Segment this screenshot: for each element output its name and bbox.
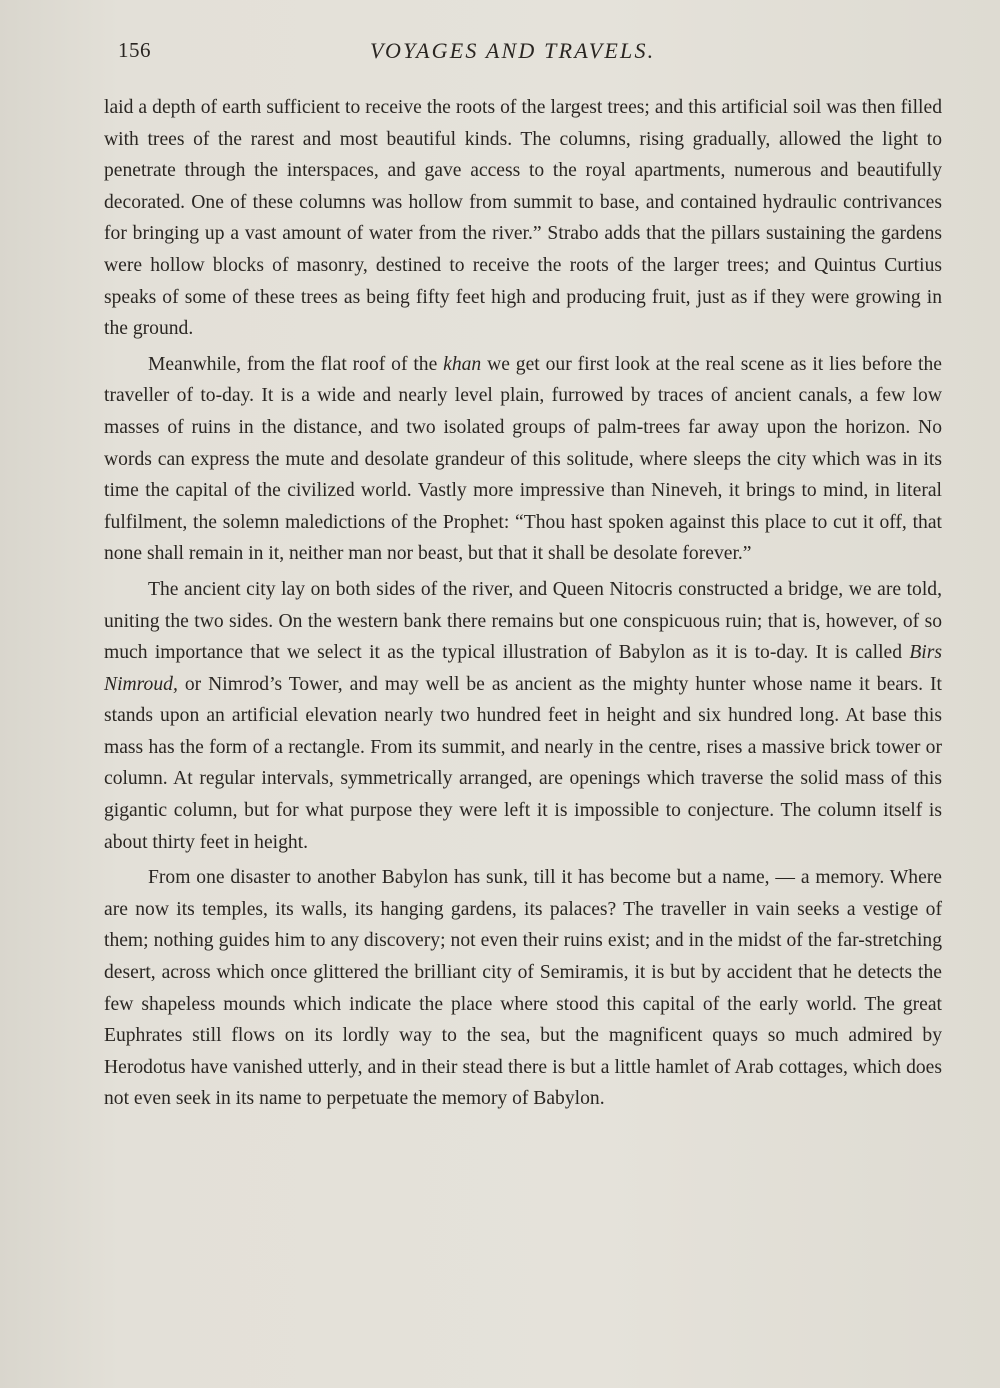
paragraph-text: we get our first look at the real scene as it lies before the traveller of to-day. It is a wide and nearly level plain, furrowed by traces of ancient canals, a few low masses of ruins in the distance, and two isolated groups of palm-trees far away upon the horizon. No words can express the mute and desolate grandeur of this solitude, where sleeps the city which was in its time the capital of the civilized world. Vastly more impressive than Nineveh, it brings to mind, in literal fulfilment, the solemn maledictions of the Prophet: “Thou hast spoken against this place to cut it off, that none shall remain in it, neither man nor beast, but that it shall be desolate forever.” xyxy=(104,353,942,565)
paragraph-birs-nimroud xyxy=(104,574,942,858)
paragraph-text: or Nimrod’s Tower, and may well be as ancient as the mighty hunter whose name it bears. It stands upon an artificial elevation nearly two hundred feet in height and six hundred long. At base this mass has the form of a rectangle. From its summit, and nearly in the centre, rises a massive brick tower or column. At regular intervals, symmetrically arranged, are openings which traverse the solid mass of this gigantic column, but for what purpose they were left it is impossible to conjecture. The column itself is about thirty feet in height. xyxy=(104,673,942,853)
page-header xyxy=(118,38,938,70)
paragraph-babylon-sunk: From one disaster to another Babylon has sunk, till it has become but a name, — a memory. Where are now its temples, its walls, its hanging gardens, its palaces? The traveller in vain seeks a vestige of them; nothing guides him to any discovery; not even their ruins exist; and in the midst of the far-stretching desert, across which once glittered the brilliant city of Semiramis, it is but by accident that he detects the few shapeless mounds which indicate the place where stood this capital of the early world. The great Euphrates still flows on its lordly way to the sea, but the magnificent quays so much admired by Herodotus have vanished utterly, and in their stead there is but a little hamlet of Arab cottages, which does not even seek in its name to perpetuate the memory of Babylon. xyxy=(104,867,942,1110)
paragraph-text: Meanwhile, from the flat roof of the xyxy=(148,353,444,375)
italic-term-khan: khan xyxy=(443,353,482,375)
paragraph-text: The ancient city lay on both sides of the river, and Queen Nitocris constructed a bridge, we are told, uniting the two sides. On the western bank there remains but one conspicuous ruin; that is, however, of so much importance that we select it as the typical illustration of Babylon as it is to-day. It is called xyxy=(104,578,942,664)
body-text xyxy=(104,92,942,1115)
paragraph-continued: laid a depth of earth sufficient to receive the roots of the largest trees; and this artificial soil was then filled with trees of the rarest and most beautiful kinds. The columns, rising gradually, allowed the light to penetrate through the interspaces, and gave access to the royal apartments, numerous and beautifully decorated. One of these columns was hollow from summit to base, and contained hydraulic contrivances for bringing up a vast amount of water from the river.” Strabo adds that the pillars sustaining the gardens were hollow blocks of masonry, destined to receive the roots of the larger trees; and Quintus Curtius speaks of some of these trees as being fifty feet high and producing fruit, just as if they were growing in the ground. xyxy=(104,97,942,340)
italic-term-birs-nimroud: Birs Nimroud, xyxy=(104,642,942,695)
running-head: VOYAGES AND TRAVELS. xyxy=(370,38,656,63)
page-number: 156 xyxy=(118,38,151,62)
paragraph-khan xyxy=(104,349,942,570)
